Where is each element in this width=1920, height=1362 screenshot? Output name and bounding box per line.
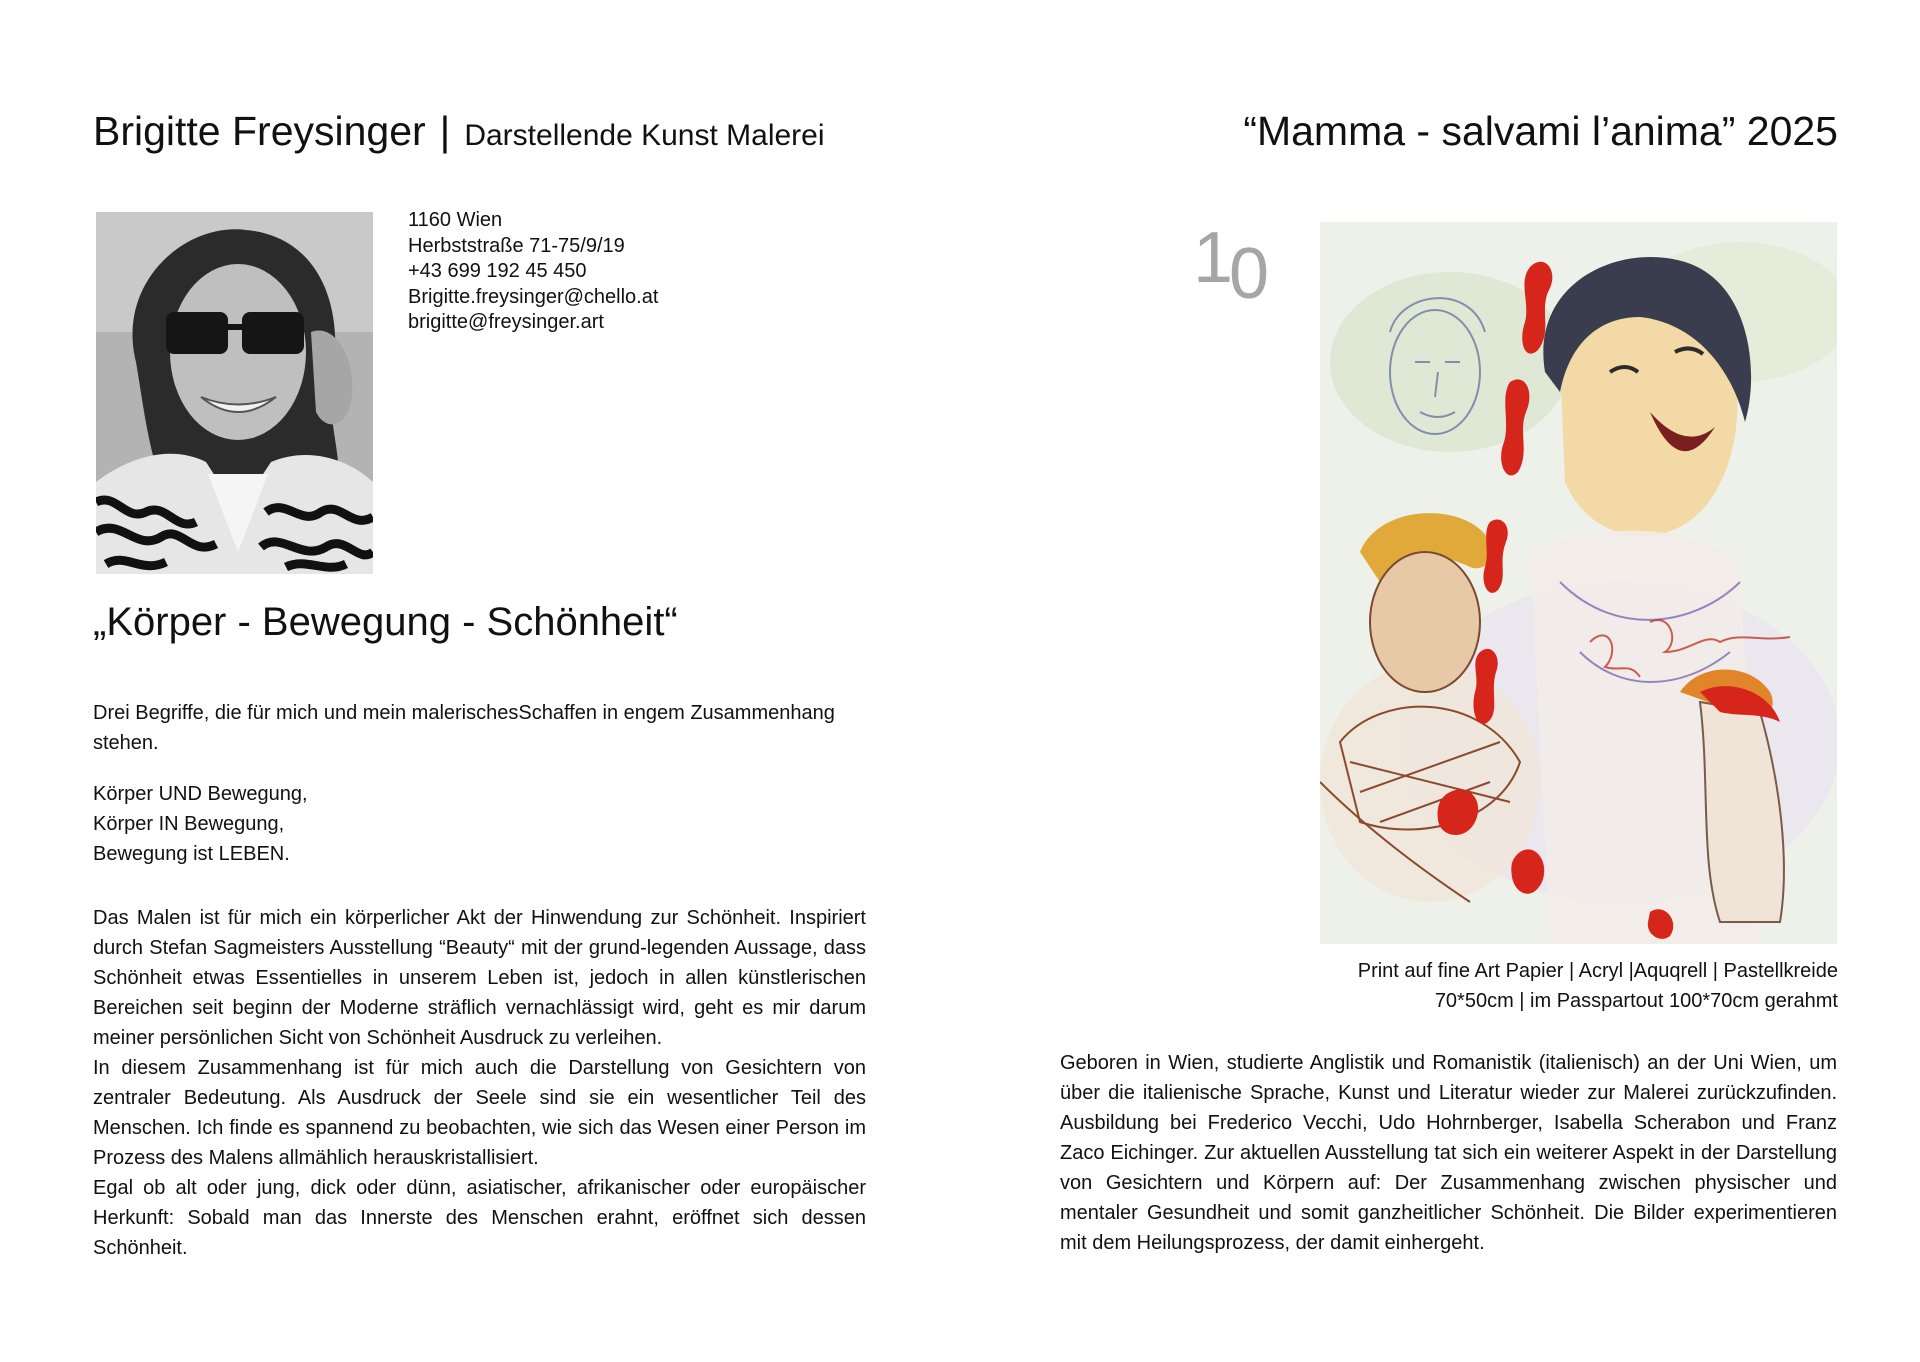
- artist-header: [93, 108, 825, 155]
- caption-line-dimensions: 70*50cm | im Passpartout 100*70cm gerahmt: [1434, 990, 1838, 1012]
- artwork-image: [1320, 222, 1837, 944]
- artist-portrait-photo: [96, 212, 373, 574]
- page-number-digit: 0: [1229, 234, 1266, 314]
- artist-name: Brigitte Freysinger: [93, 108, 426, 154]
- artwork-title: “Mamma - salvami l’anima” 2025: [1243, 108, 1838, 154]
- caption-line-technique: Print auf fine Art Papier | Acryl |Aquqrell | Pastellkreide: [1357, 960, 1838, 982]
- motto-line: Körper UND Bewegung,: [93, 783, 308, 805]
- page-number: [1193, 218, 1266, 314]
- motto-line: Bewegung ist LEBEN.: [93, 843, 290, 865]
- contact-phone: +43 699 192 45 450: [408, 260, 587, 282]
- section-title: „Körper - Bewegung - Schönheit“: [93, 600, 678, 644]
- artwork-painting: [1320, 222, 1837, 944]
- page-number-digit: 1: [1193, 218, 1230, 298]
- artist-discipline: Darstellende Kunst Malerei: [464, 119, 825, 152]
- contact-email-2: brigitte@freysinger.art: [408, 311, 604, 333]
- contact-city: 1160 Wien: [408, 209, 503, 231]
- artwork-caption: [1358, 956, 1838, 1016]
- header-separator: |: [439, 108, 451, 154]
- contact-street: Herbststraße 71-75/9/19: [408, 234, 625, 257]
- essay-paragraph: Das Malen ist für mich ein körperlicher Akt der Hinwendung zur Schönheit. Inspiriert durch Stefan Sagmeisters Ausstellung “Beauty“ mit der grund-legenden Aussage, dass Schönheit etwas Essentielles in unserem Leben ist, jedoch in allen künstlerischen Bereichen seit beginn der Moderne sträflich vernachlässigt wird, geht es mir darum meiner persönlichen Sicht von Schönheit Ausdruck zu verleihen.: [93, 907, 866, 1049]
- portrait-illustration: [96, 212, 373, 574]
- essay-paragraph: In diesem Zusammenhang ist für mich auch die Darstellung von Gesichtern von zentraler Bedeutung. Als Ausdruck der Seele sind sie ein wesentlicher Teil des Menschen. Ich finde es spannend zu beobachten, wie sich das Wesen einer Person im Prozess des Malens allmählich herauskristallisiert.: [93, 1057, 866, 1169]
- motto-block: [93, 779, 866, 869]
- motto-line: Körper IN Bewegung,: [93, 813, 285, 835]
- intro-paragraph: Drei Begriffe, die für mich und mein malerischesSchaffen in engem Zusammenhang stehen.: [93, 702, 835, 754]
- artist-bio: Geboren in Wien, studierte Anglistik und Romanistik (italienisch) an der Uni Wien, um über die italienische Sprache, Kunst und Literatur wieder zur Malerei zurückzufinden. Ausbildung bei Frederico Vecchi, Udo Hohrnberger, Isabella Scherabon und Franz Zaco Eichinger. Zur aktuellen Ausstellung tat sich ein weiterer Aspekt in der Darstellung von Gesichtern und Körpern auf: Der Zusammenhang zwischen physischer und mentaler Gesundheit und somit ganzheitlicher Schönheit. Die Bilder experimentieren mit dem Heilungsprozess, der damit einhergeht.: [1060, 1052, 1837, 1254]
- contact-block: [408, 208, 658, 336]
- essay-paragraph: Egal ob alt oder jung, dick oder dünn, asiatischer, afrikanischer oder europäischer Herkunft: Sobald man das Innerste des Menschen erahnt, eröffnet sich dessen Schönheit.: [93, 1177, 866, 1259]
- essay-text: [93, 903, 866, 1263]
- contact-email-1: Brigitte.freysinger@chello.at: [408, 285, 659, 308]
